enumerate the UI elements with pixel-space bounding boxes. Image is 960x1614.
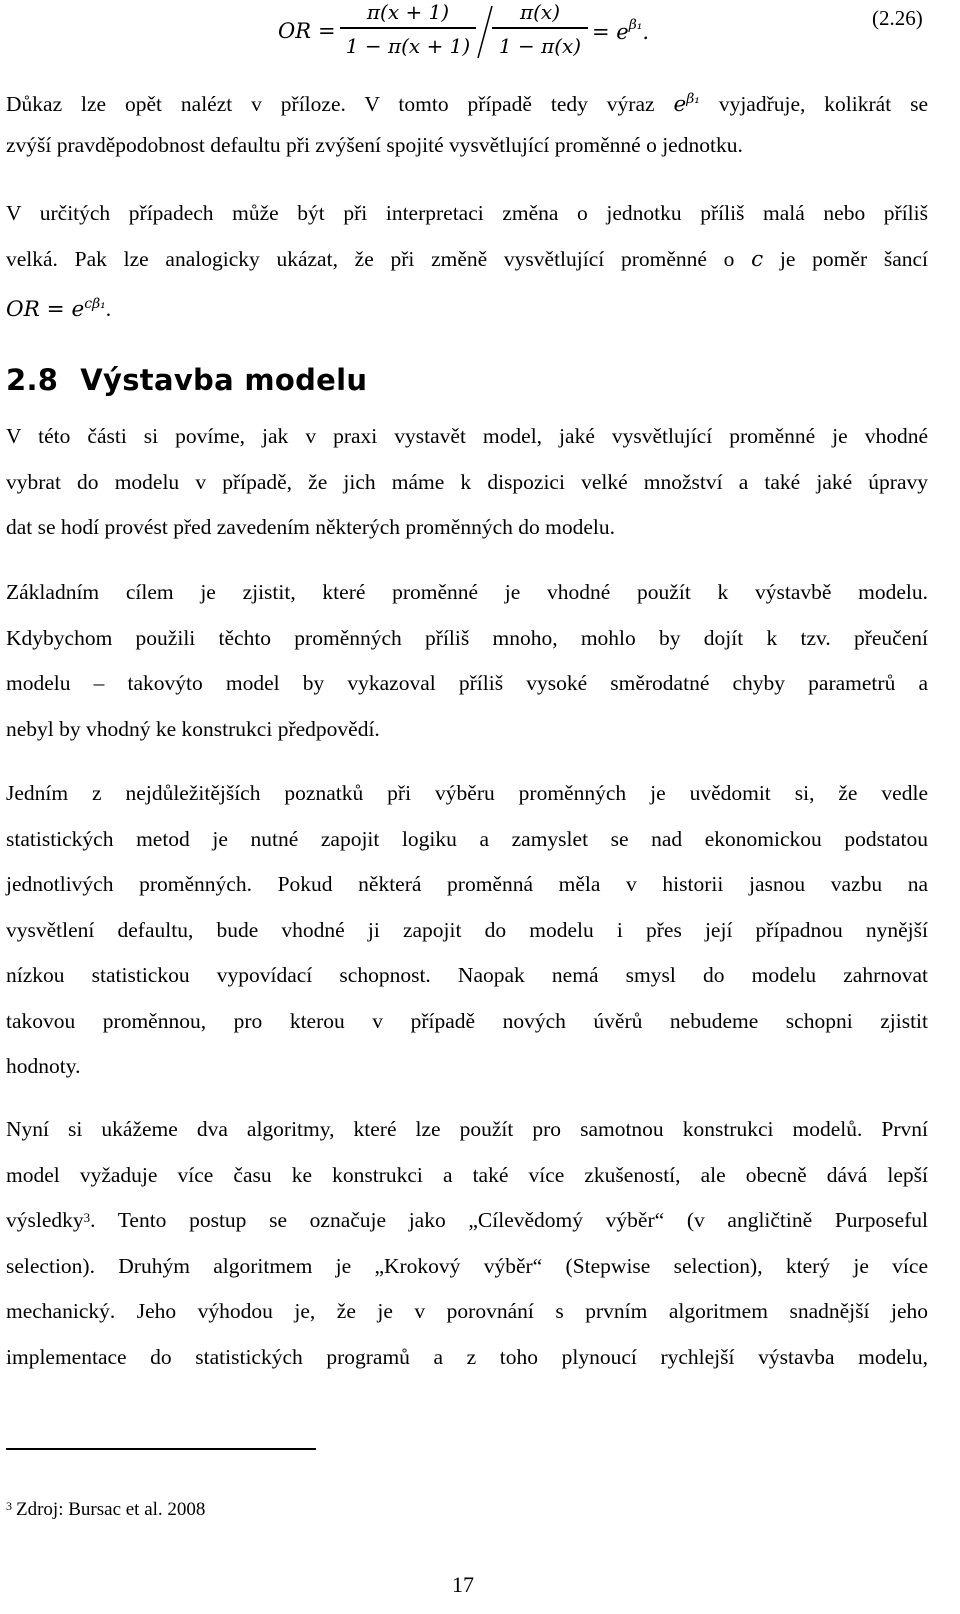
paragraph-line: [6, 237, 928, 283]
paragraph-line: [6, 77, 928, 123]
paragraph-line: Základním cílem je zjistit, které proměnné je vhodné použít k výstavbě modelu.: [6, 580, 928, 604]
math-base: OR = e: [6, 297, 85, 323]
paragraph-line: selection). Druhým algoritmem je „Krokový výběr“ (Stepwise selection), který je více: [6, 1253, 928, 1278]
fraction-1-denominator: 1 − π(x + 1): [345, 33, 471, 58]
equation-fraction-2: [492, 0, 588, 60]
footnote-text: Zdroj: Bursac et al. 2008: [16, 1499, 206, 1520]
equation-equals: =: [318, 19, 336, 43]
paragraph-line: [6, 1198, 928, 1244]
paragraph-line: nebyl by vhodný ke konstrukci předpovědí.: [6, 716, 380, 741]
text-run: výsledky: [6, 1208, 84, 1232]
paragraph-section-intro: [6, 414, 928, 551]
paragraph-line: modelu – takovýto model by vykazoval příliš vysoké směrodatné chyby parametrů a: [6, 671, 928, 695]
text-run: Důkaz lze opět nalézt v příloze. V tomto případě tedy výraz: [6, 92, 674, 117]
paragraph-line: [6, 282, 928, 328]
inline-math: [6, 297, 106, 322]
paragraph-line: vybrat do modelu v případě, že jich máme k dispozici velké množství a také jaké úpravy: [6, 469, 928, 494]
fraction-2-denominator: 1 − π(x): [498, 33, 582, 58]
paragraph-line: takovou proměnnou, pro kterou v případě nových úvěrů nebudeme schopni zjistit: [6, 1008, 928, 1033]
footnote-mark: 3: [6, 1499, 12, 1513]
section-number: 2.8: [6, 363, 59, 397]
text-run: .: [105, 297, 112, 322]
text-run: vyjadřuje, kolikrát se: [699, 92, 928, 117]
text-run: je poměr šancí: [763, 246, 929, 271]
text-run: . Tento postup se označuje jako „Cílevědomý výběr“ (v angličtině Purposeful: [90, 1208, 928, 1232]
math-base: e: [673, 92, 687, 118]
footnote-reference[interactable]: 3: [83, 1210, 91, 1225]
math-exponent: cβ₁: [84, 296, 106, 312]
paragraph-line: zvýší pravděpodobnost defaultu při zvýšení spojité vysvětlující proměnné o jednotku.: [6, 132, 743, 157]
paragraph-line: dat se hodí provést před zavedením některých proměnných do modelu.: [6, 515, 615, 539]
text-run: velká. Pak lze analogicky ukázat, že při změně vysvětlující proměnné o: [6, 246, 752, 271]
fraction-1-bar: [340, 27, 476, 29]
footnote-divider: [6, 1448, 316, 1450]
paragraph-proof-note: [6, 77, 928, 168]
paragraph-line: implementace do statistických programů a z toho plynoucí rychlejší výstavba modelu,: [6, 1344, 928, 1369]
inline-math: c: [751, 246, 764, 272]
math-exponent: β₁: [686, 91, 700, 107]
section-heading: [6, 355, 367, 405]
paragraph-line: mechanický. Jeho výhodou je, že je v porovnání s prvním algoritmem snadnější jeho: [6, 1299, 928, 1323]
equation-number: (2.26): [872, 6, 923, 30]
paragraph-line: V této části si povíme, jak v praxi vystavět model, jaké vysvětlující proměnné je vhodné: [6, 424, 928, 448]
section-title: Výstavba modelu: [80, 363, 368, 397]
paragraph-line: V určitých případech může být při interpretaci změna o jednotku příliš malá nebo příliš: [6, 201, 928, 225]
equation-rhs-dot: .: [642, 20, 650, 44]
inline-math: [673, 92, 699, 117]
paragraph-algorithms: [6, 1107, 928, 1380]
equation-lhs: OR: [278, 19, 312, 43]
page-number: 17: [452, 1572, 474, 1597]
equation-fraction-1: [340, 0, 476, 60]
fraction-2-numerator: π(x): [519, 0, 561, 24]
paragraph-line: nízkou statistickou vypovídací schopnost. Naopak nemá smysl do modelu zahrnovat: [6, 963, 928, 987]
footnote: [6, 1497, 205, 1523]
paragraph-line: model vyžaduje více času ke konstrukci a také více zkušeností, ale obecně dává lepší: [6, 1162, 928, 1187]
paragraph-interpretation: [6, 191, 928, 328]
paragraph-variable-selection: [6, 771, 928, 1090]
paragraph-line: Nyní si ukážeme dva algoritmy, které lze použít pro samotnou konstrukci modelů. První: [6, 1117, 928, 1141]
equation-2-26: [0, 0, 960, 70]
fraction-2-bar: [492, 27, 588, 29]
paragraph-line: Kdybychom použili těchto proměnných příliš mnoho, mohlo by dojít k tzv. přeučení: [6, 625, 928, 650]
paragraph-line: vysvětlení defaultu, bude vhodné ji zapojit do modelu i přes její případnou nynější: [6, 917, 928, 942]
paragraph-line: hodnoty.: [6, 1054, 81, 1078]
fraction-1-numerator: π(x + 1): [366, 0, 450, 24]
paragraph-line: Jedním z nejdůležitějších poznatků při výběru proměnných je uvědomit si, že vedle: [6, 781, 928, 805]
paragraph-line: statistických metod je nutné zapojit logiku a zamyslet se nad ekonomickou podstatou: [6, 826, 928, 851]
equation-rhs-base: = e: [592, 20, 629, 44]
equation-rhs-exponent: β₁: [628, 17, 643, 33]
paragraph-line: jednotlivých proměnných. Pokud některá proměnná měla v historii jasnou vazbu na: [6, 872, 928, 896]
equation-rhs: [592, 19, 649, 44]
paragraph-main-goal: [6, 570, 928, 752]
